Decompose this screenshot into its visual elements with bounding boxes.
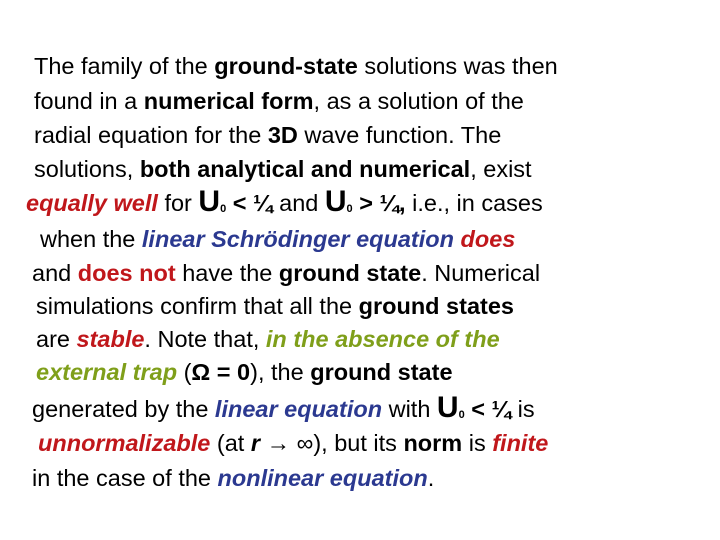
text-run: → ∞), but its xyxy=(260,430,404,456)
text-line-8 xyxy=(36,292,514,320)
emphasis-linear-schrodinger: linear Schrödinger equation xyxy=(141,226,454,252)
text-run: solutions, xyxy=(34,156,140,182)
text-run: wave function. The xyxy=(297,122,502,148)
math-symbol-u: U xyxy=(198,185,221,218)
text-run: (at xyxy=(210,430,251,456)
math-subscript: 0 xyxy=(220,203,227,215)
text-line-6 xyxy=(40,225,515,253)
text-line-4 xyxy=(34,155,532,183)
text-run: is xyxy=(462,430,493,456)
emphasis-ground-state: ground-state xyxy=(214,53,358,79)
text-run: . Numerical xyxy=(421,260,541,286)
text-run: . xyxy=(427,465,435,491)
text-run: are xyxy=(36,326,77,352)
text-run: solutions was then xyxy=(357,53,558,79)
text-run: is xyxy=(511,396,535,422)
emphasis-does-not: does not xyxy=(77,260,176,286)
math-u0 xyxy=(198,185,226,218)
text-run: and xyxy=(272,190,325,216)
text-run: i.e., in cases xyxy=(405,190,543,216)
emphasis-external-trap: external trap xyxy=(36,359,178,385)
math-condition: < ¼ xyxy=(226,190,273,216)
emphasis-stable: stable xyxy=(76,326,145,352)
emphasis-norm: norm xyxy=(403,430,463,456)
text-run: in the case of the xyxy=(32,465,218,491)
text-run: The family of the xyxy=(34,53,215,79)
emphasis-numerical-form: numerical form xyxy=(143,88,314,114)
emphasis-linear-equation: linear equation xyxy=(214,396,383,422)
text-line-5 xyxy=(26,185,543,223)
text-run: . Note that, xyxy=(144,326,266,352)
text-run: ), the xyxy=(250,359,311,385)
text-run: ( xyxy=(177,359,192,385)
text-run: and xyxy=(32,260,78,286)
emphasis-absence-of-trap: in the absence of the xyxy=(265,326,500,352)
emphasis-analytical-numerical: both analytical and numerical xyxy=(139,156,471,182)
math-symbol-u: U xyxy=(324,185,347,218)
text-run: simulations confirm that all the xyxy=(36,293,359,319)
math-omega-zero: Ω = 0 xyxy=(191,359,251,385)
text-line-1 xyxy=(34,52,558,80)
emphasis-equally-well: equally well xyxy=(26,190,158,216)
math-r: r xyxy=(250,430,261,456)
text-run: , as a solution of the xyxy=(313,88,524,114)
emphasis-ground-state: ground state xyxy=(310,359,453,385)
math-symbol-u: U xyxy=(436,391,459,424)
text-run: , exist xyxy=(470,156,532,182)
math-u0 xyxy=(437,391,465,424)
text-line-9 xyxy=(36,325,500,353)
text-run: with xyxy=(382,396,437,422)
emphasis-ground-state: ground state xyxy=(278,260,422,286)
emphasis-3d: 3D xyxy=(267,122,298,148)
text-run: for xyxy=(157,190,199,216)
text-line-11 xyxy=(32,391,535,429)
math-subscript: 0 xyxy=(346,203,353,215)
emphasis-does: does xyxy=(460,226,516,252)
text-run: radial equation for the xyxy=(34,122,268,148)
text-run: found in a xyxy=(34,88,144,114)
text-line-7 xyxy=(32,259,540,287)
math-subscript: 0 xyxy=(458,409,465,421)
text-line-3 xyxy=(34,121,501,149)
text-run: generated by the xyxy=(32,396,215,422)
text-line-10 xyxy=(36,358,453,386)
text-run: when the xyxy=(40,226,142,252)
text-line-13 xyxy=(32,464,434,492)
emphasis-finite: finite xyxy=(492,430,549,456)
text-run: have the xyxy=(175,260,279,286)
math-condition: < ¼ xyxy=(464,396,512,422)
text-line-2 xyxy=(34,87,524,115)
text-line-12 xyxy=(38,429,548,457)
emphasis-ground-states: ground states xyxy=(358,293,514,319)
emphasis-nonlinear-equation: nonlinear equation xyxy=(217,465,428,491)
math-u0 xyxy=(325,185,353,218)
math-condition: > ¼, xyxy=(352,190,406,216)
emphasis-unnormalizable: unnormalizable xyxy=(38,430,211,456)
